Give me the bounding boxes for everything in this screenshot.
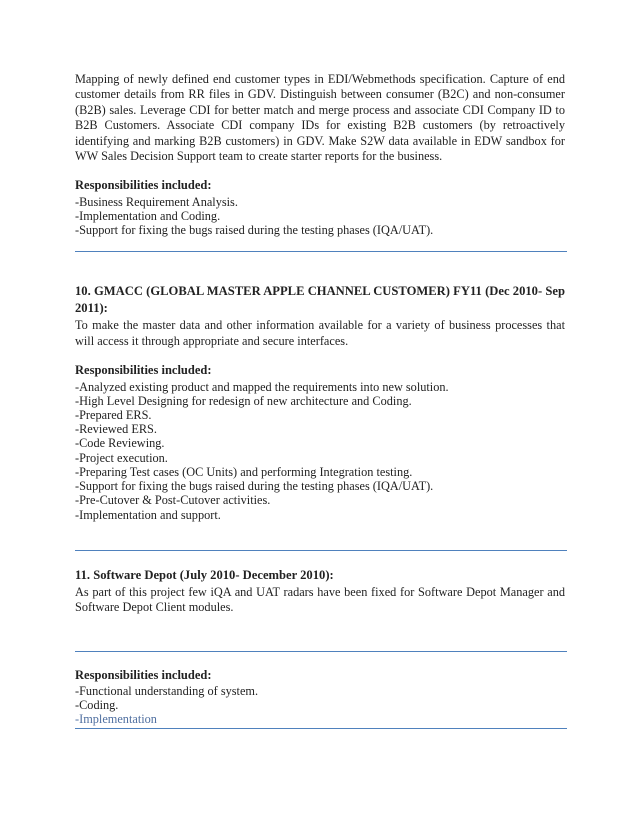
intro-responsibilities-list <box>75 195 565 238</box>
section-divider <box>75 550 567 551</box>
list-item: -Implementation and Coding. <box>75 209 221 224</box>
list-item: -High Level Designing for redesign of new architecture and Coding. <box>75 393 412 408</box>
intro-paragraph: Mapping of newly defined end customer types in EDI/Webmethods specification. Capture of end customer details from RR files in GDV. Distinguish between consumer (B2C) and non-consumer (B2B) sales. Leverage CDI for better match and merge process and associate CDI Company ID to B2B Customers. Associate CDI company IDs for existing B2B customers (by retroactively identifying and marking B2B customers) in GDV. Make S2W data available in EDW sandbox for WW Sales Decision Support team to create starter reports for the business. <box>75 72 565 164</box>
list-item: -Project execution. <box>75 450 168 465</box>
project-10-description: To make the master data and other information available for a variety of business processes that will access it through appropriate and secure interfaces. <box>75 318 565 348</box>
list-item: -Prepared ERS. <box>75 408 152 423</box>
list-item: -Business Requirement Analysis. <box>75 194 238 209</box>
project-11-description: As part of this project few iQA and UAT radars have been fixed for Software Depot Manager and Software Depot Client modules. <box>75 584 565 615</box>
project-10-title: 10. GMACC (GLOBAL MASTER APPLE CHANNEL CUSTOMER) FY11 (Dec 2010- Sep 2011): <box>75 284 565 316</box>
project-11-title: 11. Software Depot (July 2010- December 2010): <box>75 567 334 582</box>
project-10-responsibilities-list <box>75 380 565 522</box>
project-11-responsibilities-heading: Responsibilities included: <box>75 667 212 682</box>
intro-responsibilities-heading: Responsibilities included: <box>75 178 212 193</box>
project-11-responsibilities-list <box>75 684 565 727</box>
list-item: -Coding. <box>75 698 119 713</box>
project-10-responsibilities-heading: Responsibilities included: <box>75 363 212 378</box>
list-item: -Code Reviewing. <box>75 436 165 451</box>
list-item: -Preparing Test cases (OC Units) and performing Integration testing. <box>75 464 413 479</box>
section-divider <box>75 651 567 652</box>
list-item: -Support for fixing the bugs raised during the testing phases (IQA/UAT). <box>75 479 434 494</box>
list-item: -Pre-Cutover & Post-Cutover activities. <box>75 493 271 508</box>
list-item: -Reviewed ERS. <box>75 422 157 437</box>
list-item: -Analyzed existing product and mapped the requirements into new solution. <box>75 379 449 394</box>
document-page <box>75 72 565 729</box>
list-item: -Implementation <box>75 712 157 727</box>
section-divider <box>75 251 567 252</box>
list-item: -Functional understanding of system. <box>75 683 259 698</box>
section-divider <box>75 728 567 729</box>
list-item: -Support for fixing the bugs raised during the testing phases (IQA/UAT). <box>75 223 434 238</box>
list-item: -Implementation and support. <box>75 507 221 522</box>
